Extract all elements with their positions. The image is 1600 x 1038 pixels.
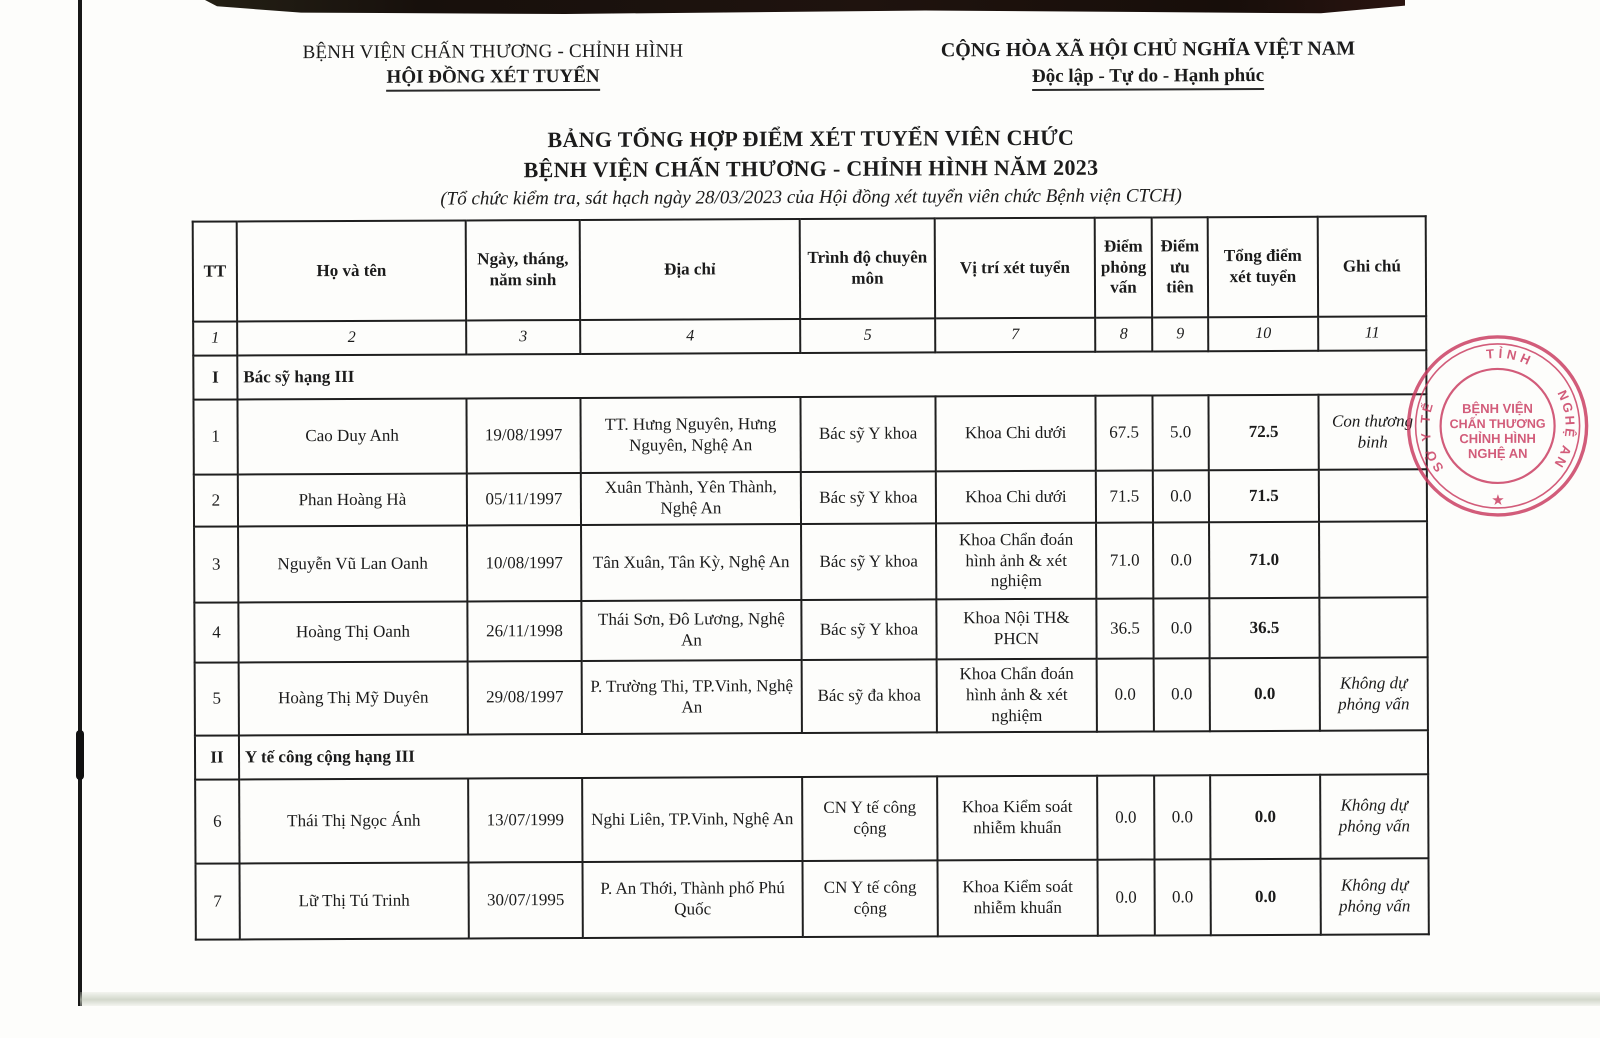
table-header-row <box>193 216 1426 321</box>
svg-text:NGHỆ AN <box>1550 388 1578 472</box>
cell-priority-score: 0.0 <box>1153 522 1209 598</box>
col-number: 4 <box>580 319 800 354</box>
cell-note: Con thương binh <box>1318 394 1426 469</box>
stamp-center-line4: NGHỆ AN <box>1467 445 1528 462</box>
cell-dob: 19/08/1997 <box>466 398 580 473</box>
cell-position: Khoa Chi dưới <box>935 396 1095 472</box>
svg-text:TỈNH <box>1486 346 1537 370</box>
col-header-interview-score: Điểm phỏng vấn <box>1095 217 1152 317</box>
cell-address: Tân Xuân, Tân Kỳ, Nghệ An <box>581 524 801 601</box>
cell-name: Nguyễn Vũ Lan Oanh <box>238 525 467 602</box>
table-row <box>194 521 1427 602</box>
cell-position: Khoa Kiểm soát nhiễm khuẩn <box>937 776 1097 861</box>
col-header-name: Họ và tên <box>237 220 466 321</box>
national-motto-line1: CỘNG HÒA XÃ HỘI CHỦ NGHĨA VIỆT NAM <box>940 37 1356 62</box>
col-number: 9 <box>1152 317 1208 351</box>
stamp-ring-text-right: NGHỆ AN <box>1550 387 1578 473</box>
cell-address: Nghi Liên, TP.Vinh, Nghệ An <box>582 777 802 862</box>
col-header-total-score: Tổng điểm xét tuyển <box>1208 217 1318 317</box>
cell-interview-score: 36.5 <box>1096 598 1153 658</box>
section-id: I <box>193 355 237 399</box>
cell-note: Không dự phỏng vấn <box>1320 657 1428 730</box>
stamp-center-line2: CHẤN THƯƠNG <box>1449 416 1546 432</box>
cell-dob: 26/11/1998 <box>467 601 581 661</box>
stamp-star-icon: ★ <box>1491 491 1505 509</box>
cell-dob: 05/11/1997 <box>467 473 581 525</box>
col-number: 7 <box>935 318 1095 353</box>
cell-note <box>1319 469 1427 521</box>
cell-note <box>1319 597 1427 657</box>
col-number: 3 <box>466 320 580 354</box>
col-number: 8 <box>1095 317 1152 351</box>
cell-position: Khoa Chẩn đoán hình ảnh & xét nghiệm <box>937 659 1097 733</box>
cell-tt: 5 <box>195 662 239 735</box>
cell-note: Không dự phỏng vấn <box>1320 774 1428 858</box>
section-row-2 <box>195 730 1428 779</box>
page-title-line2: BỆNH VIỆN CHẤN THƯƠNG - CHỈNH HÌNH NĂM 2023 <box>523 154 1099 183</box>
table-row <box>195 774 1428 863</box>
document-title-block <box>193 123 1428 211</box>
cell-priority-score: 0.0 <box>1154 859 1210 935</box>
table-row <box>195 858 1428 939</box>
cell-tt: 4 <box>194 602 238 662</box>
cell-priority-score: 0.0 <box>1154 775 1210 859</box>
cell-name: Phan Hoàng Hà <box>238 473 467 526</box>
cell-tt: 1 <box>193 399 237 474</box>
cell-address: P. An Thới, Thành phố Phú Quốc <box>582 861 802 938</box>
score-table <box>192 215 1430 940</box>
cell-total-score: 36.5 <box>1209 598 1319 658</box>
table-row <box>195 657 1428 735</box>
table-row <box>194 469 1427 526</box>
section-row-1 <box>193 350 1426 399</box>
cell-degree: CN Y tế công cộng <box>802 860 937 937</box>
cell-address: Thái Sơn, Đô Lương, Nghệ An <box>581 600 801 661</box>
cell-priority-score: 0.0 <box>1153 470 1209 522</box>
cell-name: Lữ Thị Tú Trinh <box>239 862 468 939</box>
col-header-address: Địa chỉ <box>580 219 800 320</box>
cell-degree: Bác sỹ Y khoa <box>801 599 936 660</box>
letterhead-left <box>223 40 763 89</box>
table-row <box>194 597 1427 662</box>
col-header-dob: Ngày, tháng, năm sinh <box>466 220 580 320</box>
col-number: 10 <box>1208 317 1318 351</box>
cell-degree: Bác sỹ Y khoa <box>801 471 936 524</box>
cell-degree: Bác sỹ Y khoa <box>800 396 935 472</box>
cell-note: Không dự phỏng vấn <box>1320 858 1428 934</box>
cell-position: Khoa Chi dưới <box>936 471 1096 524</box>
col-header-degree: Trình độ chuyên môn <box>800 218 935 319</box>
council-name: HỘI ĐỒNG XÉT TUYỂN <box>386 66 599 92</box>
col-number: 1 <box>193 321 237 355</box>
col-header-position: Vị trí xét tuyển <box>935 218 1095 319</box>
cell-tt: 2 <box>194 474 238 526</box>
stamp-center-line1: BỆNH VIỆN <box>1462 400 1533 417</box>
cell-tt: 6 <box>195 779 239 863</box>
page-title: BẢNG TỔNG HỢP ĐIỂM XÉT TUYỂN VIÊN CHỨC <box>547 124 1075 153</box>
cell-total-score: 72.5 <box>1208 395 1318 470</box>
stamp-icon <box>1404 333 1591 520</box>
col-header-note: Ghi chú <box>1318 216 1426 316</box>
cell-total-score: 0.0 <box>1210 658 1320 731</box>
red-circular-stamp <box>1404 333 1591 520</box>
column-number-row <box>193 316 1426 355</box>
hospital-name: BỆNH VIỆN CHẤN THƯƠNG - CHỈNH HÌNH <box>302 40 684 64</box>
cell-tt: 3 <box>194 526 238 602</box>
cell-note <box>1319 521 1427 597</box>
cell-degree: Bác sỹ Y khoa <box>801 523 936 600</box>
col-header-priority-score: Điểm ưu tiên <box>1152 217 1208 317</box>
cell-position: Khoa Kiểm soát nhiễm khuẩn <box>937 860 1097 937</box>
cell-interview-score: 0.0 <box>1097 859 1154 935</box>
cell-position: Khoa Nội TH& PHCN <box>936 599 1096 660</box>
col-header-tt: TT <box>193 221 237 321</box>
letterhead-right <box>853 37 1443 89</box>
cell-tt: 7 <box>195 863 239 939</box>
cell-address: P. Trường Thi, TP.Vinh, Nghệ An <box>582 660 802 734</box>
cell-total-score: 0.0 <box>1210 859 1320 935</box>
stamp-ring-text-top: TỈNH <box>1485 345 1537 370</box>
cell-interview-score: 71.0 <box>1096 522 1153 598</box>
cell-name: Hoàng Thị Mỹ Duyên <box>239 661 468 735</box>
cell-name: Cao Duy Anh <box>237 398 466 474</box>
stamp-ring-text-left: SỞ Y TẾ <box>1417 399 1447 475</box>
cell-interview-score: 67.5 <box>1095 395 1152 470</box>
cell-address: Xuân Thành, Yên Thành, Nghệ An <box>581 472 801 525</box>
cell-name: Hoàng Thị Oanh <box>238 601 467 662</box>
cell-position: Khoa Chẩn đoán hình ảnh & xét nghiệm <box>936 523 1096 600</box>
col-number: 5 <box>800 318 935 353</box>
col-number: 11 <box>1318 316 1426 350</box>
cell-total-score: 71.5 <box>1209 470 1319 522</box>
cell-dob: 10/08/1997 <box>467 525 581 601</box>
cell-dob: 29/08/1997 <box>468 661 582 734</box>
table-row <box>193 394 1426 474</box>
col-number: 2 <box>237 320 466 355</box>
cell-interview-score: 0.0 <box>1097 775 1154 859</box>
page-subtitle: (Tổ chức kiểm tra, sát hạch ngày 28/03/2023 của Hội đồng xét tuyển viên chức Bệnh viện CTCH) <box>440 185 1182 210</box>
cell-priority-score: 0.0 <box>1153 598 1209 658</box>
cell-interview-score: 0.0 <box>1097 658 1154 731</box>
cell-total-score: 71.0 <box>1209 522 1319 598</box>
cell-dob: 13/07/1999 <box>468 778 582 862</box>
cell-priority-score: 0.0 <box>1154 658 1210 731</box>
cell-degree: Bác sỹ đa khoa <box>802 659 937 733</box>
cell-priority-score: 5.0 <box>1152 395 1208 470</box>
stamp-center-line3: CHỈNH HÌNH <box>1459 430 1536 447</box>
cell-degree: CN Y tế công cộng <box>802 776 937 861</box>
section-label: Bác sỹ hạng III <box>237 350 1426 399</box>
section-label: Y tế công cộng hạng III <box>239 730 1428 779</box>
cell-name: Thái Thị Ngọc Ánh <box>239 778 468 863</box>
cell-interview-score: 71.5 <box>1096 470 1153 522</box>
cell-address: TT. Hưng Nguyên, Hưng Nguyên, Nghệ An <box>580 397 800 473</box>
cell-total-score: 0.0 <box>1210 775 1320 859</box>
cell-dob: 30/07/1995 <box>468 862 582 938</box>
section-id: II <box>195 735 239 779</box>
national-motto-line2: Độc lập - Tự do - Hạnh phúc <box>1032 65 1264 91</box>
